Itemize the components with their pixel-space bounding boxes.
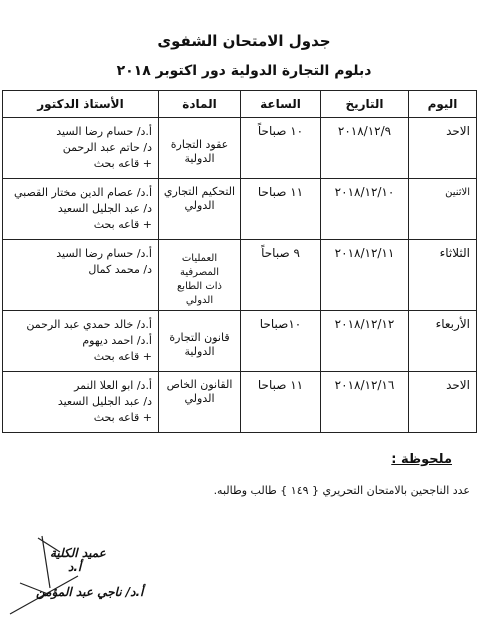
row-professors: [3, 179, 158, 235]
header-subject: المادة: [159, 91, 241, 118]
row-subject: [159, 311, 240, 361]
exam-schedule-table: [2, 90, 477, 433]
table-row: [3, 118, 477, 179]
professor-line: + قاعه بحث: [93, 157, 152, 170]
row-day: الأربعاء: [435, 317, 470, 331]
row-day: الثلاثاء: [439, 246, 470, 260]
professor-line: أ.د/ عصام الدين مختار القصبي: [14, 186, 152, 199]
subject-line: العمليات المصرفية: [180, 253, 219, 278]
header-day: اليوم: [409, 91, 477, 118]
header-date: التاريخ: [321, 91, 409, 118]
row-date: ٢٠١٨/١٢/١٠: [334, 185, 395, 199]
table-row: [3, 311, 477, 372]
signature-title: عميد الكلية: [50, 546, 106, 560]
header-time: الساعة: [241, 91, 321, 118]
professor-line: أ.د/ خالد حمدي عبد الرحمن: [26, 318, 152, 331]
note-label: ملحوظة :: [391, 452, 452, 467]
professor-line: أ.د/ حسام رضا السيد: [56, 247, 152, 260]
professor-line: أ.د/ ابو العلا النمر: [74, 379, 152, 392]
professor-line: أ.د/ احمد ديهوم: [82, 334, 152, 347]
professor-line: د/ عبد الجليل السعيد: [57, 395, 152, 408]
subject-line: ذات الطابع الدولي: [176, 281, 222, 306]
professor-line: + قاعه بحث: [93, 411, 152, 424]
row-professors: [3, 311, 158, 367]
professor-line: د/ عبد الجليل السعيد: [57, 202, 152, 215]
row-subject: [159, 118, 240, 168]
subject-line: الدولية: [184, 345, 215, 358]
subject-line: التحكيم التجاري: [163, 185, 236, 198]
row-time: ١٠صباحا: [259, 317, 302, 331]
table-row: [3, 179, 477, 240]
row-date: ٢٠١٨/١٢/١٢: [334, 317, 395, 331]
row-day: الاحد: [446, 124, 470, 138]
professor-line: + قاعه بحث: [93, 218, 152, 231]
signature-initial: أ.د: [68, 560, 82, 574]
subject-line: الدولي: [184, 199, 215, 212]
row-date: ٢٠١٨/١٢/١١: [334, 246, 395, 260]
table-row: [3, 372, 477, 433]
row-professors: [3, 118, 158, 174]
row-time: ١١ صباحا: [257, 378, 304, 392]
table-row: [3, 240, 477, 311]
row-day: الاثنين: [445, 187, 470, 198]
row-day: الاحد: [446, 378, 470, 392]
row-professors: [3, 240, 158, 280]
header-professor: الأستاذ الدكتور: [3, 91, 159, 118]
row-subject: [159, 372, 240, 408]
professor-line: + قاعه بحث: [93, 350, 152, 363]
subject-line: القانون الخاص: [166, 378, 233, 391]
subject-line: الدولي: [184, 392, 215, 405]
row-time: ٩ صباحاً: [261, 246, 300, 260]
row-date: ٢٠١٨/١٢/٩: [337, 124, 392, 138]
note-text: عدد الناجحين بالامتحان التحريري { ١٤٩ } طالب وطالبه.: [213, 484, 470, 497]
row-professors: [3, 372, 158, 428]
professor-line: أ.د/ حسام رضا السيد: [56, 125, 152, 138]
row-subject: [159, 179, 240, 215]
row-subject: [159, 240, 240, 310]
row-date: ٢٠١٨/١٢/١٦: [334, 378, 395, 392]
document-subtitle: دبلوم التجارة الدولية دور اكتوبر ٢٠١٨: [116, 63, 372, 79]
row-time: ١١ صباحا: [257, 185, 304, 199]
subject-line: قانون التجارة: [169, 331, 230, 344]
signature-name: أ.د/ ناجي عبد المؤمن: [36, 585, 144, 599]
subject-line: الدولية: [184, 152, 215, 165]
professor-line: د/ حاتم عبد الرحمن: [62, 141, 152, 154]
document-title: جدول الامتحان الشفوى: [157, 32, 331, 50]
row-time: ١٠ صباحاً: [257, 124, 304, 138]
professor-line: د/ محمد كمال: [88, 263, 152, 276]
subject-line: عقود التجارة: [170, 138, 229, 151]
table-header-row: [3, 91, 477, 118]
